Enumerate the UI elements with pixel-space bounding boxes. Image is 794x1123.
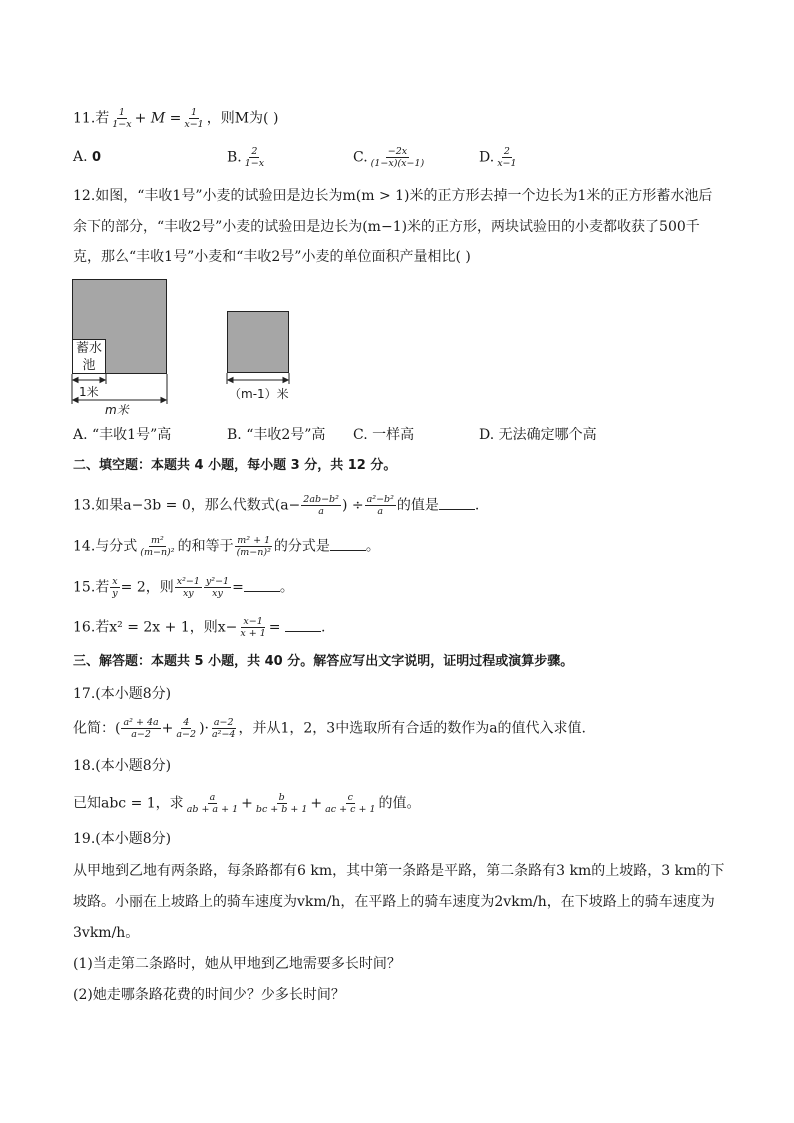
- q11-option-a[interactable]: A. 0: [73, 149, 102, 165]
- fraction: $\frac{\text{m²}}{\text{(m−n)²}}$: [140, 535, 175, 558]
- label-1m: 1米: [79, 385, 99, 399]
- fraction: $\frac{a-2}{\text{a²−4}}$: [211, 717, 236, 740]
- answer-blank[interactable]: [439, 495, 475, 510]
- fraction: $\frac{1}{1-x}$: [112, 107, 132, 130]
- q19-heading: 19.(本小题8分): [73, 831, 172, 847]
- fraction: $\frac{4}{a-2}$: [176, 717, 197, 740]
- fraction: $\frac{a}{ab + a + 1}$: [186, 792, 239, 815]
- fraction: $\frac{\text{a² + 4a}}{a-2}$: [123, 717, 159, 740]
- q19-line-3: 3vkm/h。: [73, 925, 140, 941]
- q12-option-c[interactable]: C. 一样高: [353, 427, 415, 443]
- q11-option-d[interactable]: D. $\frac{2}{x-1}$: [479, 146, 517, 169]
- section-2-heading: 二、填空题：本题共 4 小题，每小题 3 分，共 12 分。: [73, 458, 397, 473]
- fraction: $\frac{\text{2ab−b²}}{a}$: [303, 494, 339, 517]
- label-m: m米: [105, 403, 129, 417]
- question-11: 11.若 $\frac{1}{1-x}$ + M = $\frac{1}{x-1}$ ，则M为( ): [73, 107, 279, 130]
- question-15: 15.若 $\frac{x}{y}$ = 2，则 $\frac{\text{x²−1}}{xy}$ $\frac{\text{y²−1}}{xy}$ = 。: [73, 576, 294, 599]
- fraction: $\frac{2}{x-1}$: [497, 146, 517, 169]
- question-14: 14.与分式 $\frac{\text{m²}}{\text{(m−n)²}}$ 的和等于 $\frac{\text{m² + 1}}{\text{(m−n)²}}$ 的分式是 。: [73, 535, 380, 558]
- answer-blank[interactable]: [330, 536, 366, 551]
- fraction: $\frac{1}{x-1}$: [184, 107, 204, 130]
- fraction: $\frac{x-1}{x + 1}$: [240, 616, 266, 639]
- q12-line-1: 12.如图，“丰收1号”小麦的试验田是边长为m(m > 1)米的正方形去掉一个边长为1米的正方形蓄水池后: [73, 188, 713, 204]
- fraction: $\frac{-2x}{(1-x)(x-1)}$: [370, 146, 425, 169]
- fraction: $\frac{c}{ac + c + 1}$: [325, 792, 376, 815]
- section-3-heading: 三、解答题：本题共 5 小题，共 40 分。解答应写出文字说明，证明过程或演算步骤。: [73, 654, 574, 669]
- pool-square: 蓄水 池: [72, 339, 106, 374]
- q19-sub-1: (1)当走第二条路时，她从甲地到乙地需要多长时间？: [73, 956, 401, 972]
- fraction: $\frac{\text{y²−1}}{xy}$: [205, 576, 230, 599]
- q18-heading: 18.(本小题8分): [73, 758, 172, 774]
- question-16: 16.若x² = 2x + 1，则x− $\frac{x-1}{x + 1}$ = .: [73, 616, 326, 639]
- q11-option-b[interactable]: B. $\frac{2}{1-x}$: [227, 146, 265, 169]
- q12-option-d[interactable]: D. 无法确定哪个高: [479, 427, 597, 443]
- fraction: $\frac{b}{bc + b + 1}$: [255, 792, 308, 815]
- fraction: $\frac{\text{a²−b²}}{a}$: [366, 494, 394, 517]
- question-17: 化简：( $\frac{\text{a² + 4a}}{a-2}$ + $\frac{4}{a-2}$ )· $\frac{a-2}{\text{a²−4}}$ ，并从1，2，3中选取所有合适的数作为a的值代入求值.: [73, 717, 586, 740]
- fraction: $\frac{2}{1-x}$: [244, 146, 265, 169]
- fraction: $\frac{x}{y}$: [112, 576, 118, 599]
- question-18: 已知abc = 1，求 $\frac{a}{ab + a + 1}$ + $\frac{b}{bc + b + 1}$ + $\frac{c}{ac + c + 1}$ 的值。: [73, 792, 421, 815]
- question-13: 13.如果a−3b = 0，那么代数式(a− $\frac{\text{2ab−b²}}{a}$ ) ÷ $\frac{\text{a²−b²}}{a}$ 的值是 .: [73, 494, 480, 517]
- answer-blank[interactable]: [285, 617, 321, 632]
- fraction: $\frac{\text{x²−1}}{xy}$: [176, 576, 200, 599]
- fraction: $\frac{\text{m² + 1}}{\text{(m−n)²}}$: [236, 535, 271, 558]
- q12-line-2: 余下的部分，“丰收2号”小麦的试验田是边长为(m−1)米的正方形，两块试验田的小麦都收获了500千: [73, 219, 700, 235]
- q19-line-1: 从甲地到乙地有两条路，每条路都有6 km，其中第一条路是平路，第二条路有3 km的上坡路，3 km的下: [73, 863, 725, 879]
- q19-sub-2: (2)她走哪条路花费的时间少？少多长时间？: [73, 987, 345, 1003]
- q17-heading: 17.(本小题8分): [73, 686, 172, 702]
- label-m-1: （m-1）米: [229, 387, 289, 401]
- q19-line-2: 坡路。小丽在上坡路上的骑车速度为vkm/h，在平路上的骑车速度为2vkm/h，在下坡路上的骑车速度为: [73, 894, 715, 910]
- q11-option-c[interactable]: C. $\frac{-2x}{(1-x)(x-1)}$: [353, 146, 425, 169]
- q12-option-b[interactable]: B. “丰收2号”高: [227, 427, 326, 443]
- answer-blank[interactable]: [244, 577, 280, 592]
- q12-option-a[interactable]: A. “丰收1号”高: [73, 427, 172, 443]
- q12-line-3: 克，那么“丰收1号”小麦和“丰收2号”小麦的单位面积产量相比( ): [73, 249, 471, 265]
